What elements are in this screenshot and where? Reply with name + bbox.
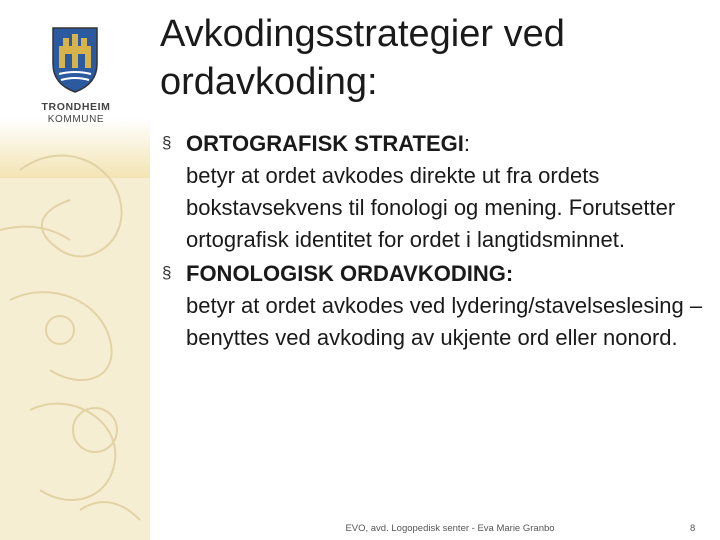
square-bullet-icon: § [162, 133, 172, 152]
bullet-item [160, 128, 705, 256]
brand-name: TRONDHEIM [41, 101, 111, 113]
bullet-item [160, 258, 705, 354]
footer-text: EVO, avd. Logopedisk senter - Eva Marie Granbo [345, 523, 555, 534]
brand-subtitle: KOMMUNE [47, 114, 105, 125]
bullet-list [160, 128, 705, 356]
square-bullet-icon: § [162, 263, 172, 282]
bullet-heading: FONOLOGISK ORDAVKODING: [186, 261, 514, 286]
bullet-description: betyr at ordet avkodes direkte ut fra ordets bokstavsekvens til fonologi og mening. Forutsetter ortografisk identitet for ordet i langtidsminnet. [186, 163, 676, 252]
bullet-heading-suffix: : [463, 131, 470, 156]
trondheim-crest-icon [49, 24, 101, 94]
sidebar [0, 0, 150, 540]
bullet-description: betyr at ordet avkodes ved lydering/stavelseslesing – benyttes ved avkoding av ukjente ord eller nonord. [186, 293, 703, 350]
slide-title: Avkodingsstrategier ved ordavkoding: [160, 13, 565, 103]
bullet-heading-line [186, 258, 705, 290]
page-number: 8 [690, 523, 696, 534]
bullet-heading: ORTOGRAFISK STRATEGI [186, 131, 464, 156]
decorative-ornament-icon [0, 130, 150, 540]
bullet-heading-line [186, 128, 705, 160]
